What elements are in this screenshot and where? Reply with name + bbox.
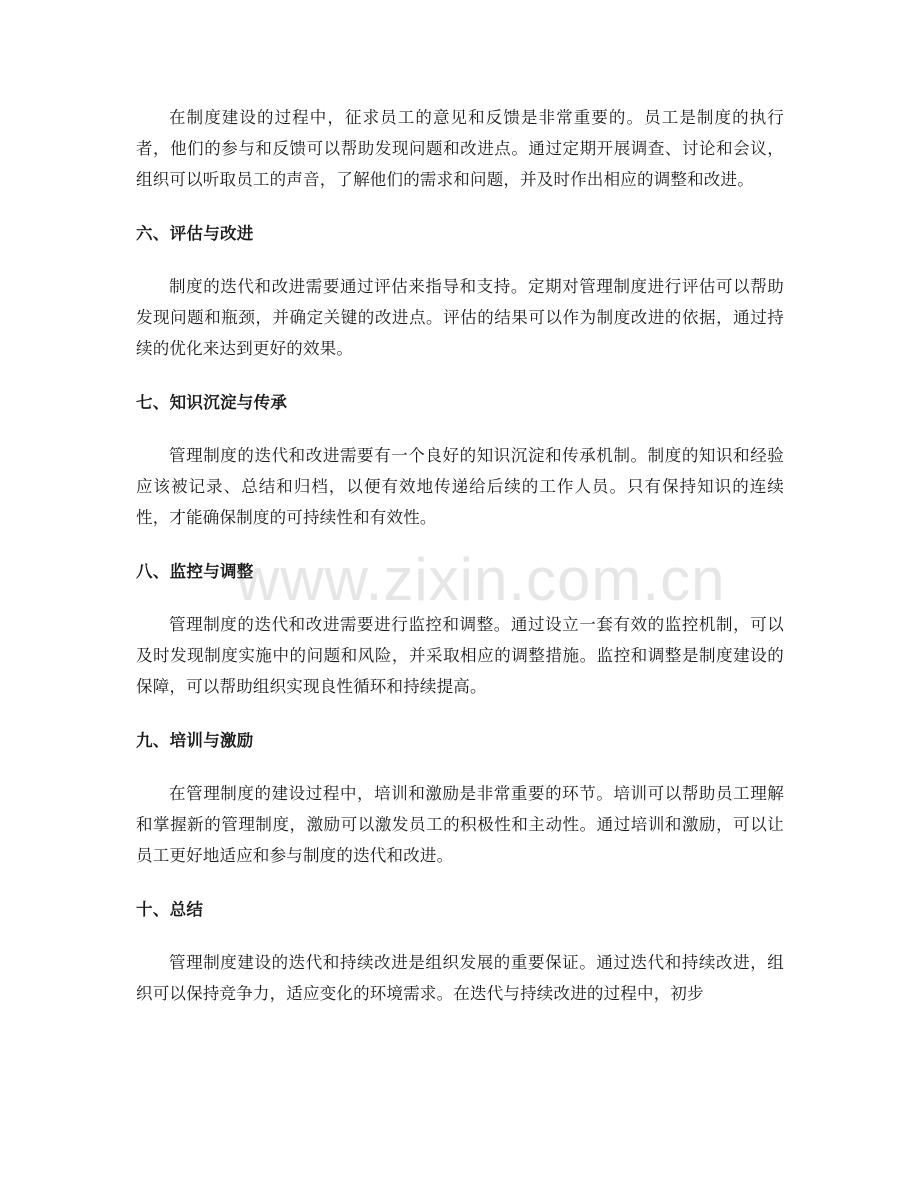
paragraph-section-8: 管理制度的迭代和改进需要进行监控和调整。通过设立一套有效的监控机制，可以及时发现制度实施中的问题和风险，并采取相应的调整措施。监控和调整是制度建设的保障，可以帮助组织实现良性循环和持续提高。 bbox=[136, 615, 784, 696]
paragraph-section-9: 在管理制度的建设过程中，培训和激励是非常重要的环节。培训可以帮助员工理解和掌握新的管理制度，激励可以激发员工的积极性和主动性。通过培训和激励，可以让员工更好地适应和参与制度的迭代和改进。 bbox=[136, 784, 784, 865]
paragraph-section-7: 管理制度的迭代和改进需要有一个良好的知识沉淀和传承机制。制度的知识和经验应该被记录、总结和归档，以便有效地传递给后续的工作人员。只有保持知识的连续性，才能确保制度的可持续性和有效性。 bbox=[136, 446, 784, 527]
paragraph-section-6: 制度的迭代和改进需要通过评估来指导和支持。定期对管理制度进行评估可以帮助发现问题和瓶颈，并确定关键的改进点。评估的结果可以作为制度改进的依据，通过持续的优化来达到更好的效果。 bbox=[136, 277, 784, 358]
section-heading-10: 十、总结 bbox=[136, 900, 204, 919]
watermark: www.zixin.com.cn bbox=[236, 546, 726, 613]
document-body bbox=[136, 102, 784, 1009]
section-heading-8: 八、监控与调整 bbox=[136, 562, 254, 581]
section-heading-7: 七、知识沉淀与传承 bbox=[136, 393, 288, 412]
section-heading-9: 九、培训与激励 bbox=[136, 731, 254, 750]
section-heading-6: 六、评估与改进 bbox=[136, 224, 254, 243]
paragraph-intro: 在制度建设的过程中，征求员工的意见和反馈是非常重要的。员工是制度的执行者，他们的参与和反馈可以帮助发现问题和改进点。通过定期开展调查、讨论和会议，组织可以听取员工的声音，了解他们的需求和问题，并及时作出相应的调整和改进。 bbox=[136, 108, 784, 189]
paragraph-section-10: 管理制度建设的迭代和持续改进是组织发展的重要保证。通过迭代和持续改进，组织可以保持竞争力，适应变化的环境需求。在迭代与持续改进的过程中，初步 bbox=[136, 953, 784, 1003]
